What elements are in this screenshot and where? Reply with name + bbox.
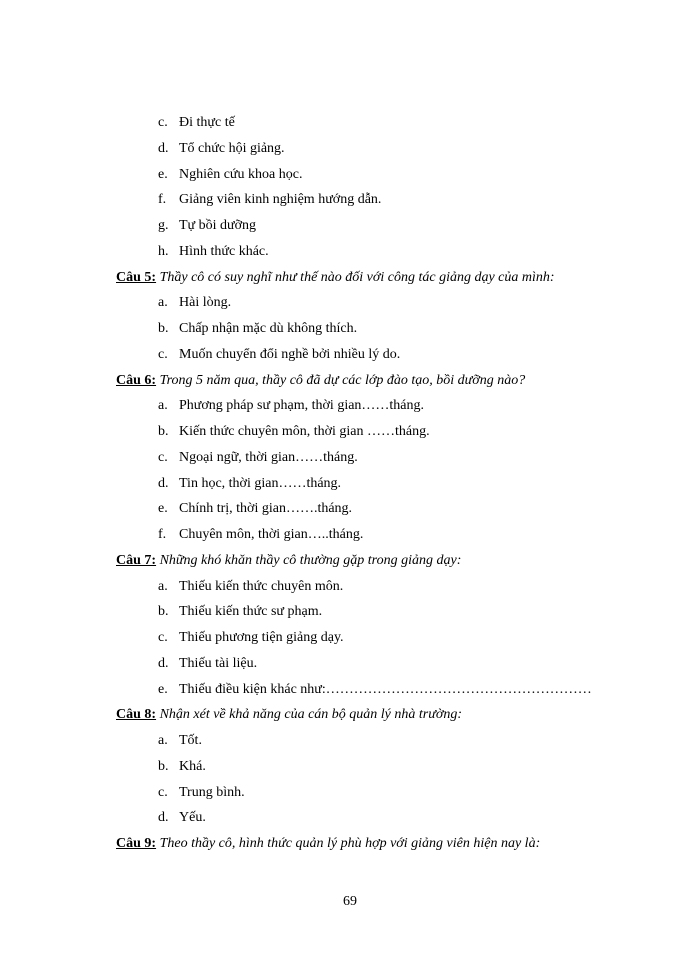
option-letter: d. bbox=[158, 140, 169, 156]
question-label: Câu 8: bbox=[116, 707, 157, 723]
option-letter: h. bbox=[158, 243, 169, 259]
question-text: Thầy cô có suy nghĩ như thế nào đối với công tác giảng dạy của mình: bbox=[156, 269, 555, 285]
question-label: Câu 5: bbox=[116, 269, 157, 285]
option-letter: f. bbox=[158, 192, 167, 208]
question-text: Trong 5 năm qua, thầy cô đã dự các lớp đào tạo, bồi dưỡng nào? bbox=[156, 372, 526, 388]
option-letter: c. bbox=[158, 630, 168, 645]
option-text: Thiếu kiến thức sư phạm. bbox=[179, 604, 323, 620]
option-letter: g. bbox=[158, 218, 169, 233]
question-label: Câu 7: bbox=[116, 552, 157, 568]
option-text: Khá. bbox=[179, 758, 206, 774]
option-letter: c. bbox=[158, 115, 168, 130]
option-text: Phương pháp sư phạm, thời gian……tháng. bbox=[179, 398, 425, 414]
option-text: Thiếu phương tiện giảng dạy. bbox=[179, 630, 344, 645]
option-text: Thiếu kiến thức chuyên môn. bbox=[179, 578, 344, 594]
option-text: Tốt. bbox=[179, 733, 202, 748]
option-text: Ngoại ngữ, thời gian……tháng. bbox=[179, 449, 358, 465]
option-text: Hình thức khác. bbox=[179, 243, 269, 259]
option-letter: c. bbox=[158, 449, 168, 465]
question-text: Những khó khăn thầy cô thường gặp trong giảng dạy: bbox=[156, 552, 462, 568]
option-text: Hài lòng. bbox=[179, 295, 232, 311]
option-text: Đi thực tế bbox=[179, 115, 235, 130]
question-heading bbox=[116, 373, 525, 389]
option-text: Thiếu điều kiện khác như:………………………………………………… bbox=[179, 681, 592, 697]
option-letter: c. bbox=[158, 346, 168, 362]
option-letter: a. bbox=[158, 295, 168, 311]
option-text: Trung bình. bbox=[179, 784, 245, 800]
page-number: 69 bbox=[343, 894, 357, 909]
option-text: Tự bồi dưỡng bbox=[179, 218, 257, 233]
option-letter: b. bbox=[158, 758, 169, 774]
question-text: Nhận xét về khả năng của cán bộ quản lý nhà trường: bbox=[156, 707, 462, 723]
option-letter: e. bbox=[158, 681, 168, 697]
option-text: Tổ chức hội giảng. bbox=[179, 140, 285, 156]
question-label: Câu 6: bbox=[116, 372, 157, 388]
option-text: Chính trị, thời gian…….tháng. bbox=[179, 501, 353, 517]
option-text: Muốn chuyển đổi nghề bởi nhiều lý do. bbox=[179, 346, 401, 362]
option-letter: e. bbox=[158, 166, 168, 182]
option-text: Tin học, thời gian……tháng. bbox=[179, 475, 342, 491]
option-text: Yếu. bbox=[179, 810, 206, 826]
option-letter: b. bbox=[158, 321, 169, 336]
option-letter: e. bbox=[158, 501, 168, 517]
option-letter: a. bbox=[158, 398, 168, 414]
option-text: Nghiên cứu khoa học. bbox=[179, 166, 303, 182]
option-letter: c. bbox=[158, 784, 168, 800]
option-letter: a. bbox=[158, 578, 168, 594]
option-letter: b. bbox=[158, 604, 169, 620]
question-heading bbox=[116, 836, 540, 852]
question-heading bbox=[116, 707, 462, 723]
question-label: Câu 9: bbox=[116, 836, 157, 851]
option-text: Chấp nhận mặc dù không thích. bbox=[179, 321, 358, 336]
question-heading bbox=[116, 553, 461, 569]
option-text: Thiếu tài liệu. bbox=[179, 655, 258, 671]
option-letter: b. bbox=[158, 424, 169, 439]
question-text: Theo thầy cô, hình thức quản lý phù hợp với giảng viên hiện nay là: bbox=[156, 836, 541, 851]
option-letter: d. bbox=[158, 810, 169, 826]
option-text: Chuyên môn, thời gian…..tháng. bbox=[179, 527, 364, 542]
option-letter: d. bbox=[158, 655, 169, 671]
option-text: Kiến thức chuyên môn, thời gian ……tháng. bbox=[179, 424, 430, 439]
option-letter: f. bbox=[158, 527, 167, 542]
option-text: Giảng viên kinh nghiệm hướng dẫn. bbox=[179, 192, 382, 208]
option-letter: d. bbox=[158, 475, 169, 491]
question-heading bbox=[116, 270, 555, 286]
option-letter: a. bbox=[158, 733, 168, 748]
